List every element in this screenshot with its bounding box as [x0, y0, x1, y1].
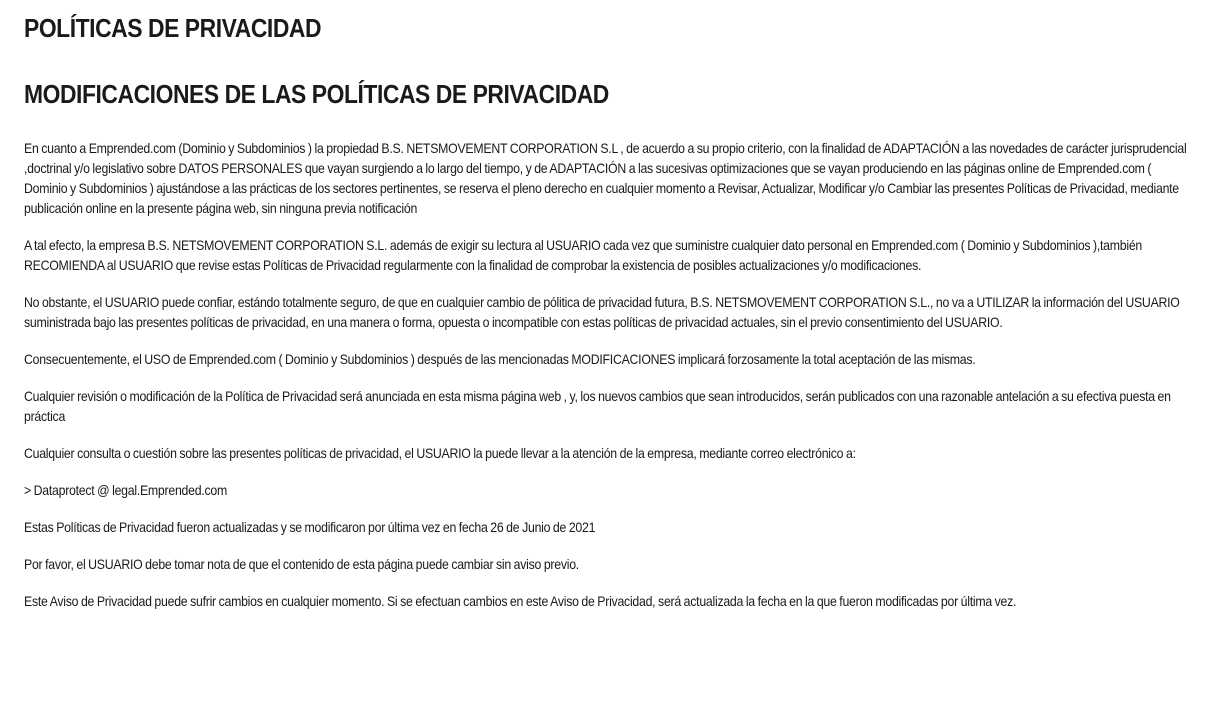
page-title: POLÍTICAS DE PRIVACIDAD	[24, 13, 322, 43]
paragraph-last-updated: Estas Políticas de Privacidad fueron actualizadas y se modificaron por última vez en fecha 26 de Junio de 2021	[24, 519, 596, 535]
paragraph-announcement: Cualquier revisión o modificación de la Política de Privacidad será anunciada en esta misma página web , y, los nuevos cambios que sean introducidos, serán publicados con una razonable antelación a su efectiva puesta en práctica	[24, 388, 1171, 424]
policy-body	[24, 138, 1194, 611]
paragraph-recommendation: A tal efecto, la empresa B.S. NETSMOVEMENT CORPORATION S.L. además de exigir su lectura al USUARIO cada vez que suministre cualquier dato personal en Emprended.com ( Dominio y Subdominios ),también RECOMIENDA al USUARIO que revise estas Políticas de Privacidad regularmente con la finalidad de comprobar la existencia de posibles actualizaciones y/o modificaciones.	[24, 237, 1142, 273]
contact-email: > Dataprotect @ legal.Emprended.com	[24, 482, 227, 498]
privacy-policy-page	[24, 12, 1194, 628]
paragraph-acceptance: Consecuentemente, el USO de Emprended.com ( Dominio y Subdominios ) después de las mencionadas MODIFICACIONES implicará forzosamente la total aceptación de las mismas.	[24, 351, 976, 367]
paragraph-modification-rights: En cuanto a Emprended.com (Dominio y Subdominios ) la propiedad B.S. NETSMOVEMENT CORPORATION S.L , de acuerdo a su propio criterio, con la finalidad de ADAPTACIÓN a las novedades de carácter jurisprudencial ,doctrinal y/o legislativo sobre DATOS PERSONALES que vayan surgiendo a lo largo del tiempo, y de ADAPTACIÓN a las sucesivas optimizaciones que se vayan produciendo en las páginas online de Emprended.com ( Dominio y Subdominios ) ajustándose a las prácticas de los sectores pertinentes, se reserva el pleno derecho en cualquier momento a Revisar, Actualizar, Modificar y/o Cambiar las presentes Políticas de Privacidad, mediante publicación online en la presente página web, sin ninguna previa notificación	[24, 140, 1187, 216]
paragraph-notice: Por favor, el USUARIO debe tomar nota de que el contenido de esta página puede cambiar sin aviso previo.	[24, 556, 579, 572]
section-title: MODIFICACIONES DE LAS POLÍTICAS DE PRIVACIDAD	[24, 79, 609, 109]
paragraph-contact: Cualquier consulta o cuestión sobre las presentes políticas de privacidad, el USUARIO la puede llevar a la atención de la empresa, mediante correo electrónico a:	[24, 445, 856, 461]
paragraph-user-trust: No obstante, el USUARIO puede confiar, estándo totalmente seguro, de que en cualquier cambio de pólitica de privacidad futura, B.S. NETSMOVEMENT CORPORATION S.L., no va a UTILIZAR la información del USUARIO suministrada bajo las presentes políticas de privacidad, en una manera o forma, opuesta o incompatible con estas políticas de privacidad actuales, sin el previo consentimiento del USUARIO.	[24, 294, 1180, 330]
paragraph-changes: Este Aviso de Privacidad puede sufrir cambios en cualquier momento. Si se efectuan cambios en este Aviso de Privacidad, será actualizada la fecha en la que fueron modificadas por última vez.	[24, 593, 1017, 609]
